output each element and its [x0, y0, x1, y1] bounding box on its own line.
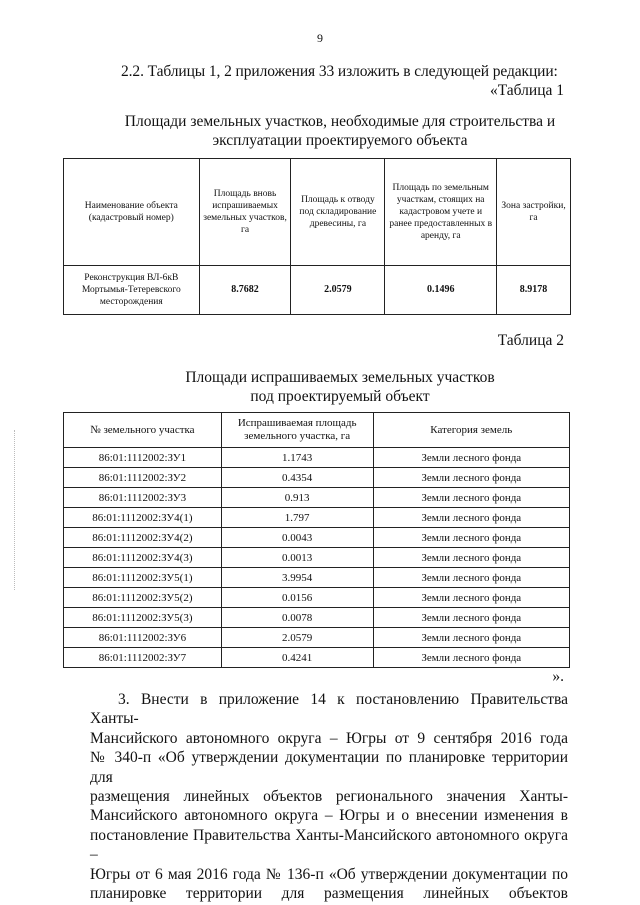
- table-row: [64, 648, 570, 668]
- table2: [63, 412, 570, 668]
- body-line: постановление Правительства Ханты-Мансийского автономного округа –: [90, 826, 568, 864]
- body-line: планировке территории для размещения линейных объектов: [90, 885, 568, 903]
- plot-id: 86:01:1112002:ЗУ5(3): [64, 608, 222, 628]
- plot-area: 0.913: [221, 488, 373, 508]
- registered-area-value: 0.1496: [385, 266, 497, 315]
- table1-title: [60, 112, 620, 150]
- plot-id: 86:01:1112002:ЗУ5(2): [64, 588, 222, 608]
- table1-header-name: Наименование объекта (кадастровый номер): [64, 159, 200, 266]
- storage-area-value: 2.0579: [291, 266, 385, 315]
- plot-area: 0.0156: [221, 588, 373, 608]
- table1-header-build-zone: Зона застройки, га: [497, 159, 571, 266]
- land-category: Земли лесного фонда: [373, 568, 569, 588]
- plot-area: 3.9954: [221, 568, 373, 588]
- table1-title-line: Площади земельных участков, необходимые для строительства и: [124, 113, 556, 130]
- plot-id: 86:01:1112002:ЗУ4(3): [64, 548, 222, 568]
- table1-title-line: эксплуатации проектируемого объекта: [212, 132, 468, 149]
- body-line: размещения линейных объектов регионального значения Ханты-: [90, 788, 568, 806]
- table-row: [64, 608, 570, 628]
- plot-area: 2.0579: [221, 628, 373, 648]
- intro-paragraph: 2.2. Таблицы 1, 2 приложения 33 изложить в следующей редакции:: [121, 63, 558, 80]
- table-row: [64, 568, 570, 588]
- table-row: [64, 528, 570, 548]
- table-row: [64, 628, 570, 648]
- plot-id: 86:01:1112002:ЗУ3: [64, 488, 222, 508]
- table2-header-category: Категория земель: [373, 413, 569, 448]
- land-category: Земли лесного фонда: [373, 588, 569, 608]
- table2-header-area: Испрашиваемая площадь земельного участка, га: [221, 413, 373, 448]
- table-row: [64, 588, 570, 608]
- body-line: Мансийского автономного округа – Югры и о внесении изменения в: [90, 807, 568, 825]
- plot-area: 0.4354: [221, 468, 373, 488]
- land-category: Земли лесного фонда: [373, 608, 569, 628]
- land-category: Земли лесного фонда: [373, 448, 569, 468]
- body-paragraph: [90, 690, 568, 903]
- land-category: Земли лесного фонда: [373, 628, 569, 648]
- land-category: Земли лесного фонда: [373, 528, 569, 548]
- object-name: Реконструкция ВЛ-6кВ Мортымья-Тетеревского месторождения: [64, 266, 200, 315]
- build-zone-value: 8.9178: [497, 266, 571, 315]
- table1-header-new-area: Площадь вновь испрашиваемых земельных участков, га: [199, 159, 291, 266]
- body-line: Югры от 6 мая 2016 года № 136-п «Об утверждении документации по: [90, 865, 568, 883]
- land-category: Земли лесного фонда: [373, 648, 569, 668]
- closing-quote: ».: [552, 668, 564, 685]
- table2-header-id: № земельного участка: [64, 413, 222, 448]
- table-row: [64, 266, 571, 315]
- land-category: Земли лесного фонда: [373, 508, 569, 528]
- table1-caption: «Таблица 1: [489, 82, 564, 99]
- land-category: Земли лесного фонда: [373, 468, 569, 488]
- table-row: [64, 488, 570, 508]
- body-line: Мансийского автономного округа – Югры от 9 сентября 2016 года: [90, 729, 568, 747]
- plot-id: 86:01:1112002:ЗУ4(2): [64, 528, 222, 548]
- table2-header-row: [64, 413, 570, 448]
- table1-header-row: [64, 159, 571, 266]
- plot-area: 0.0043: [221, 528, 373, 548]
- body-line: 3. Внести в приложение 14 к постановлению Правительства Ханты-: [90, 691, 568, 728]
- land-category: Земли лесного фонда: [373, 548, 569, 568]
- table-row: [64, 468, 570, 488]
- plot-id: 86:01:1112002:ЗУ5(1): [64, 568, 222, 588]
- plot-id: 86:01:1112002:ЗУ4(1): [64, 508, 222, 528]
- table2-title-line: Площади испрашиваемых земельных участков: [185, 369, 495, 386]
- table-row: [64, 548, 570, 568]
- plot-area: 0.0013: [221, 548, 373, 568]
- plot-id: 86:01:1112002:ЗУ7: [64, 648, 222, 668]
- table1: [63, 158, 571, 315]
- land-category: Земли лесного фонда: [373, 488, 569, 508]
- plot-area: 0.4241: [221, 648, 373, 668]
- table2-title-line: под проектируемый объект: [250, 388, 430, 405]
- table-row: [64, 448, 570, 468]
- body-line: № 340-п «Об утверждении документации по планировке территории для: [90, 749, 568, 786]
- table2-caption: Таблица 2: [497, 332, 564, 349]
- new-area-value: 8.7682: [199, 266, 291, 315]
- plot-id: 86:01:1112002:ЗУ6: [64, 628, 222, 648]
- plot-id: 86:01:1112002:ЗУ1: [64, 448, 222, 468]
- plot-area: 1.797: [221, 508, 373, 528]
- plot-id: 86:01:1112002:ЗУ2: [64, 468, 222, 488]
- table1-header-storage-area: Площадь к отводу под складирование древесины, га: [291, 159, 385, 266]
- table2-title: [60, 368, 620, 406]
- scan-margin-mark: [14, 430, 16, 590]
- plot-area: 0.0078: [221, 608, 373, 628]
- table-row: [64, 508, 570, 528]
- table1-header-registered-area: Площадь по земельным участкам, стоящих на кадастровом учете и ранее предоставленных в аренду, га: [385, 159, 497, 266]
- plot-area: 1.1743: [221, 448, 373, 468]
- page-number: 9: [317, 31, 323, 45]
